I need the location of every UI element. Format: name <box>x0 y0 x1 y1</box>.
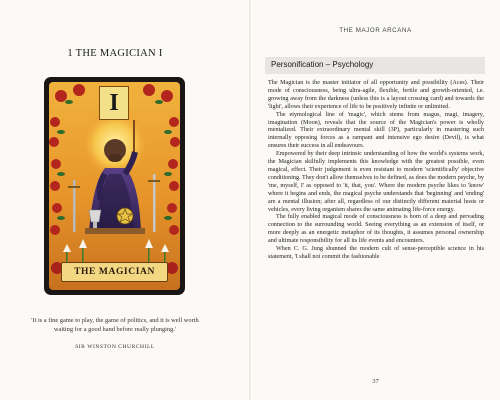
right-page <box>251 0 500 400</box>
running-head: THE MAJOR ARCANA <box>339 27 412 34</box>
quote-attribution: SIR WINSTON CHURCHILL <box>75 344 155 350</box>
card-heading: 1 THE MAGICIAN I <box>67 48 163 59</box>
tarot-card <box>44 77 185 295</box>
tarot-card-face <box>49 82 180 290</box>
card-title-banner: THE MAGICIAN <box>61 262 168 282</box>
paragraph: When C. G. Jung shunned the modern cult of sense-perceptible science in his statement, 'I shall not commit the fashionable <box>268 246 484 260</box>
paragraph: Empowered by their deep intrinsic understanding of how the world's systems work, the Magician skilfully implements this knowledge with the greatest possible, even magical, effect. Their judgement is even resistant to modern 'scientifically' objective conditioning. They don't allow themselves to be defined, as does the modern psyche, by 'me, myself, I' as opposed to 'it, that, you'. Where the modern psyche likes to 'know' where it begins and ends, the magical psyche understands that 'beginning' and 'ending' are a mental illusion; after all, regardless of our distinctly different material hosts or vehicles, every living organism shares the same animating life-force energy. <box>268 151 484 213</box>
paragraph: The Magician is the master initiator of all opportunity and possibility (Aces). Their mode of consciousness, being ultra-agile, flexible, fertile and growth-oriented, i.e. growing away from the darkness (unless this is a layout crossing card) and towards the 'light', allows their experience of life to be positively infinite or unlimited. <box>268 80 484 110</box>
body-text <box>268 80 484 262</box>
paragraph: The etymological line of 'magic', which stems from magus, magi, imagery, imagination (Moon), reveals that the source of the Magician's power is wholly mentalized. Their extraordinary mental skill (3P), particularly in mastering such internally opposing forces as a rampant and intensive ego desire (Devil), is what ensures their success in all endeavours. <box>268 111 484 150</box>
paragraph: The fully enabled magical mode of consciousness is born of a deep and pervading connection to the surrounding world. Seeing everything as an extension of itself, or more deeply as an energetic metaphor of its thoughts, it assumes personal ownership and ultimate responsibility for all its life events and encounters. <box>268 214 484 245</box>
card-number: I <box>99 86 129 120</box>
section-title: Personification – Psychology <box>271 60 374 69</box>
left-page <box>0 0 249 400</box>
quote-text: 'It is a fine game to play, the game of politics, and it is well worth waiting for a good hand before really plunging.' <box>31 317 199 333</box>
page-number: 37 <box>372 378 379 385</box>
